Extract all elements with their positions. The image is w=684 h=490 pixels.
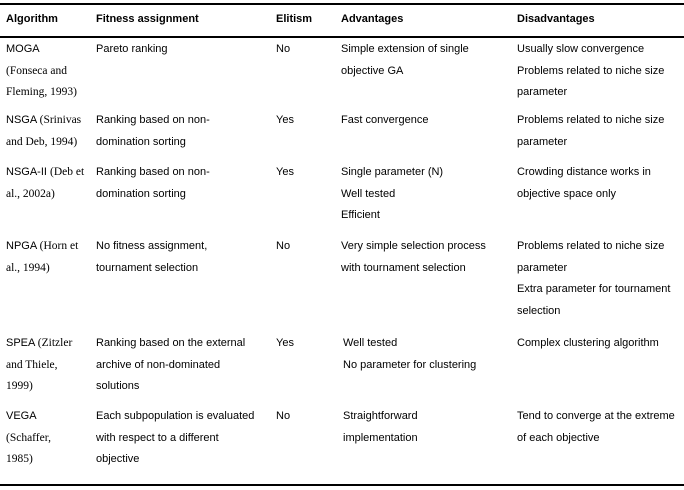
cell-line: of each objective <box>517 431 600 444</box>
header-algorithm: Algorithm <box>6 13 58 25</box>
header-disadvantages: Disadvantages <box>517 13 595 25</box>
cell-fitness <box>96 406 254 471</box>
cell-line: Extra parameter for tournament <box>517 283 671 295</box>
cell-line: al., 2002a) <box>6 187 55 200</box>
cell-fitness <box>96 236 207 279</box>
cell-line: Efficient <box>341 209 380 221</box>
cell-line: 1985) <box>6 453 33 465</box>
cell-fitness <box>96 162 210 205</box>
cell-line: No fitness assignment, <box>96 240 208 252</box>
cell-line: Problems related to niche size <box>517 64 665 77</box>
cell-line: Well tested <box>343 337 398 349</box>
cell-line: NSGA (Srinivas <box>6 114 82 126</box>
cell-line: Complex clustering algorithm <box>517 337 659 349</box>
cell-line: parameter <box>517 135 568 148</box>
cell-advantages <box>341 39 469 82</box>
cell-line: and Deb, 1994) <box>6 135 78 148</box>
cell-line: Each subpopulation is evaluated <box>96 410 255 422</box>
cell-line: Problems related to niche size <box>517 114 665 126</box>
cell-disadvantages <box>517 406 675 449</box>
cell-elitism <box>276 236 290 258</box>
cell-disadvantages <box>517 110 664 153</box>
cell-line: Simple extension of single <box>341 43 469 55</box>
cell-line: Yes <box>276 114 294 126</box>
cell-line: Ranking based on the external <box>96 337 246 349</box>
cell-line: Pareto ranking <box>96 43 168 55</box>
cell-advantages <box>341 110 428 132</box>
header-fitness-assignment: Fitness assignment <box>96 13 199 25</box>
cell-line: MOGA <box>6 43 40 55</box>
header-rule <box>0 36 684 38</box>
cell-elitism <box>276 333 294 355</box>
cell-line: Single parameter (N) <box>341 166 444 178</box>
cell-line: Ranking based on non- <box>96 114 210 126</box>
cell-line: Well tested <box>341 187 396 200</box>
cell-line: SPEA (Zitzler <box>6 337 73 349</box>
header-elitism: Elitism <box>276 13 313 25</box>
cell-line: archive of non-dominated <box>96 358 221 371</box>
cell-line: 1999) <box>6 380 33 392</box>
cell-line: tournament selection <box>96 261 199 274</box>
cell-line: parameter <box>517 86 568 98</box>
cell-algorithm <box>6 162 84 205</box>
cell-line: Tend to converge at the extreme <box>517 410 675 422</box>
cell-line: and Thiele, <box>6 358 58 371</box>
cell-line: selection <box>517 304 561 317</box>
cell-line: Fast convergence <box>341 114 429 126</box>
cell-line: No <box>276 410 291 422</box>
cell-line: Problems related to niche size <box>517 240 665 252</box>
cell-advantages <box>343 406 418 449</box>
cell-line: domination sorting <box>96 187 186 200</box>
cell-disadvantages <box>517 333 659 355</box>
cell-line: Yes <box>276 337 294 349</box>
cell-line: implementation <box>343 431 418 444</box>
header-advantages: Advantages <box>341 13 404 25</box>
cell-line: with tournament selection <box>341 261 466 274</box>
cell-line: Straightforward <box>343 410 418 422</box>
cell-algorithm <box>6 110 81 153</box>
cell-line: al., 1994) <box>6 261 50 274</box>
cell-line: objective <box>96 453 140 465</box>
cell-line: solutions <box>96 380 140 392</box>
cell-disadvantages <box>517 162 651 205</box>
cell-line: NSGA-II (Deb et <box>6 166 85 178</box>
cell-algorithm <box>6 39 77 104</box>
cell-disadvantages <box>517 39 664 104</box>
cell-algorithm <box>6 236 78 279</box>
cell-advantages <box>341 162 443 227</box>
cell-line: objective space only <box>517 187 617 200</box>
cell-line: VEGA <box>6 410 37 422</box>
cell-line: (Schaffer, <box>6 431 51 444</box>
cell-elitism <box>276 162 294 184</box>
table-bottom-rule <box>0 484 684 486</box>
cell-line: parameter <box>517 261 568 274</box>
cell-line: objective GA <box>341 64 404 77</box>
cell-elitism <box>276 406 290 428</box>
cell-line: No parameter for clustering <box>343 358 477 371</box>
cell-line: (Fonseca and <box>6 64 67 77</box>
cell-line: NPGA (Horn et <box>6 240 79 252</box>
cell-advantages <box>341 236 486 279</box>
cell-line: No <box>276 240 291 252</box>
cell-line: Usually slow convergence <box>517 43 645 55</box>
cell-elitism <box>276 110 294 132</box>
cell-line: with respect to a different <box>96 431 219 444</box>
cell-fitness <box>96 333 245 398</box>
cell-algorithm <box>6 333 72 398</box>
cell-line: Ranking based on non- <box>96 166 210 178</box>
cell-line: Yes <box>276 166 294 178</box>
cell-line: domination sorting <box>96 135 186 148</box>
cell-elitism <box>276 39 290 61</box>
cell-line: Fleming, 1993) <box>6 86 77 98</box>
cell-algorithm <box>6 406 51 471</box>
cell-line: No <box>276 43 291 55</box>
cell-fitness <box>96 110 210 153</box>
cell-line: Crowding distance works in <box>517 166 651 178</box>
cell-disadvantages <box>517 236 670 322</box>
cell-fitness <box>96 39 168 61</box>
cell-advantages <box>343 333 476 376</box>
cell-line: Very simple selection process <box>341 240 486 252</box>
table-top-rule <box>0 3 684 5</box>
